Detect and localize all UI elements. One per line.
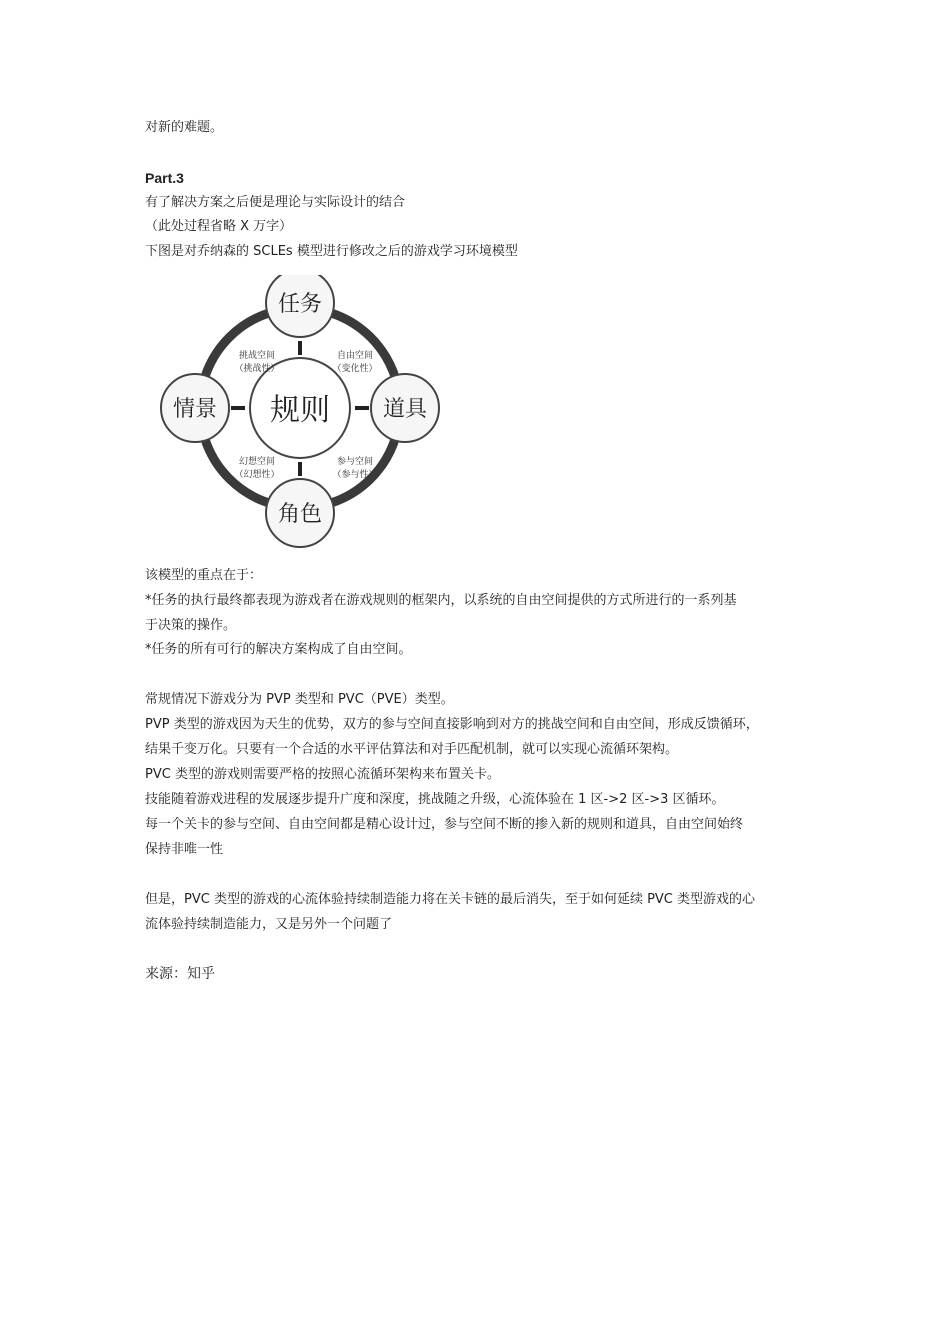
conclusion-line: 但是，PVC 类型的游戏的心流体验持续制造能力将在关卡链的最后消失，至于如何延续 PVC 类型游戏的心	[145, 892, 756, 907]
quadrant-top-left-line2: （挑战性）	[234, 364, 280, 374]
types-line: 常规情况下游戏分为 PVP 类型和 PVC（PVE）类型。	[145, 692, 454, 707]
part3-line: 下图是对乔纳森的 SCLEs 模型进行修改之后的游戏学习环境模型	[145, 244, 518, 259]
scles-model-diagram	[155, 275, 445, 555]
quadrant-bottom-right-line1: 参与空间	[336, 457, 374, 467]
intro-tail: 对新的难题。	[145, 120, 224, 135]
focus-title: 该模型的重点在于：	[145, 568, 263, 583]
focus-line: *任务的所有可行的解决方案构成了自由空间。	[145, 642, 412, 657]
connector-right	[355, 406, 369, 410]
focus-line: *任务的执行最终都表现为游戏者在游戏规则的框架内，以系统的自由空间提供的方式所进行的一系列基	[145, 593, 737, 608]
types-line: PVC 类型的游戏则需要严格的按照心流循环架构来布置关卡。	[145, 767, 500, 782]
types-line: 结果千变万化。只要有一个合适的水平评估算法和对手匹配机制，就可以实现心流循环架构。	[145, 742, 679, 757]
node-bottom-label: 角色	[277, 502, 323, 527]
part3-line: （此处过程省略 X 万字）	[145, 219, 293, 234]
quadrant-bottom-right-line2: （参与性）	[332, 470, 378, 480]
node-top-label: 任务	[277, 292, 323, 317]
quadrant-top-left-line1: 挑战空间	[238, 351, 276, 361]
focus-line: 于决策的操作。	[145, 618, 237, 633]
connector-top	[298, 341, 302, 355]
quadrant-bottom-left-line1: 幻想空间	[238, 457, 276, 467]
center-label: 规则	[270, 393, 330, 428]
part3-heading: Part.3	[145, 170, 184, 186]
types-line: 保持非唯一性	[145, 842, 224, 857]
source-text: 来源：知乎	[145, 966, 215, 982]
node-right-label: 道具	[382, 397, 428, 422]
types-line: PVP 类型的游戏因为天生的优势，双方的参与空间直接影响到对方的挑战空间和自由空间，形成反馈循环，	[145, 717, 759, 732]
connector-bottom	[298, 462, 302, 476]
quadrant-bottom-left-line2: （幻想性）	[234, 470, 280, 480]
quadrant-top-right-line2: （变化性）	[332, 364, 378, 374]
conclusion-line: 流体验持续制造能力，又是另外一个问题了	[145, 917, 393, 932]
part3-line: 有了解决方案之后便是理论与实际设计的结合	[145, 195, 406, 210]
types-line: 技能随着游戏进程的发展逐步提升广度和深度，挑战随之升级，心流体验在 1 区->2 区->3 区循环。	[145, 792, 725, 807]
quadrant-top-right-line1: 自由空间	[336, 351, 374, 361]
types-line: 每一个关卡的参与空间、自由空间都是精心设计过，参与空间不断的掺入新的规则和道具，自由空间始终	[145, 817, 744, 832]
node-left-label: 情景	[172, 397, 218, 422]
connector-left	[231, 406, 245, 410]
